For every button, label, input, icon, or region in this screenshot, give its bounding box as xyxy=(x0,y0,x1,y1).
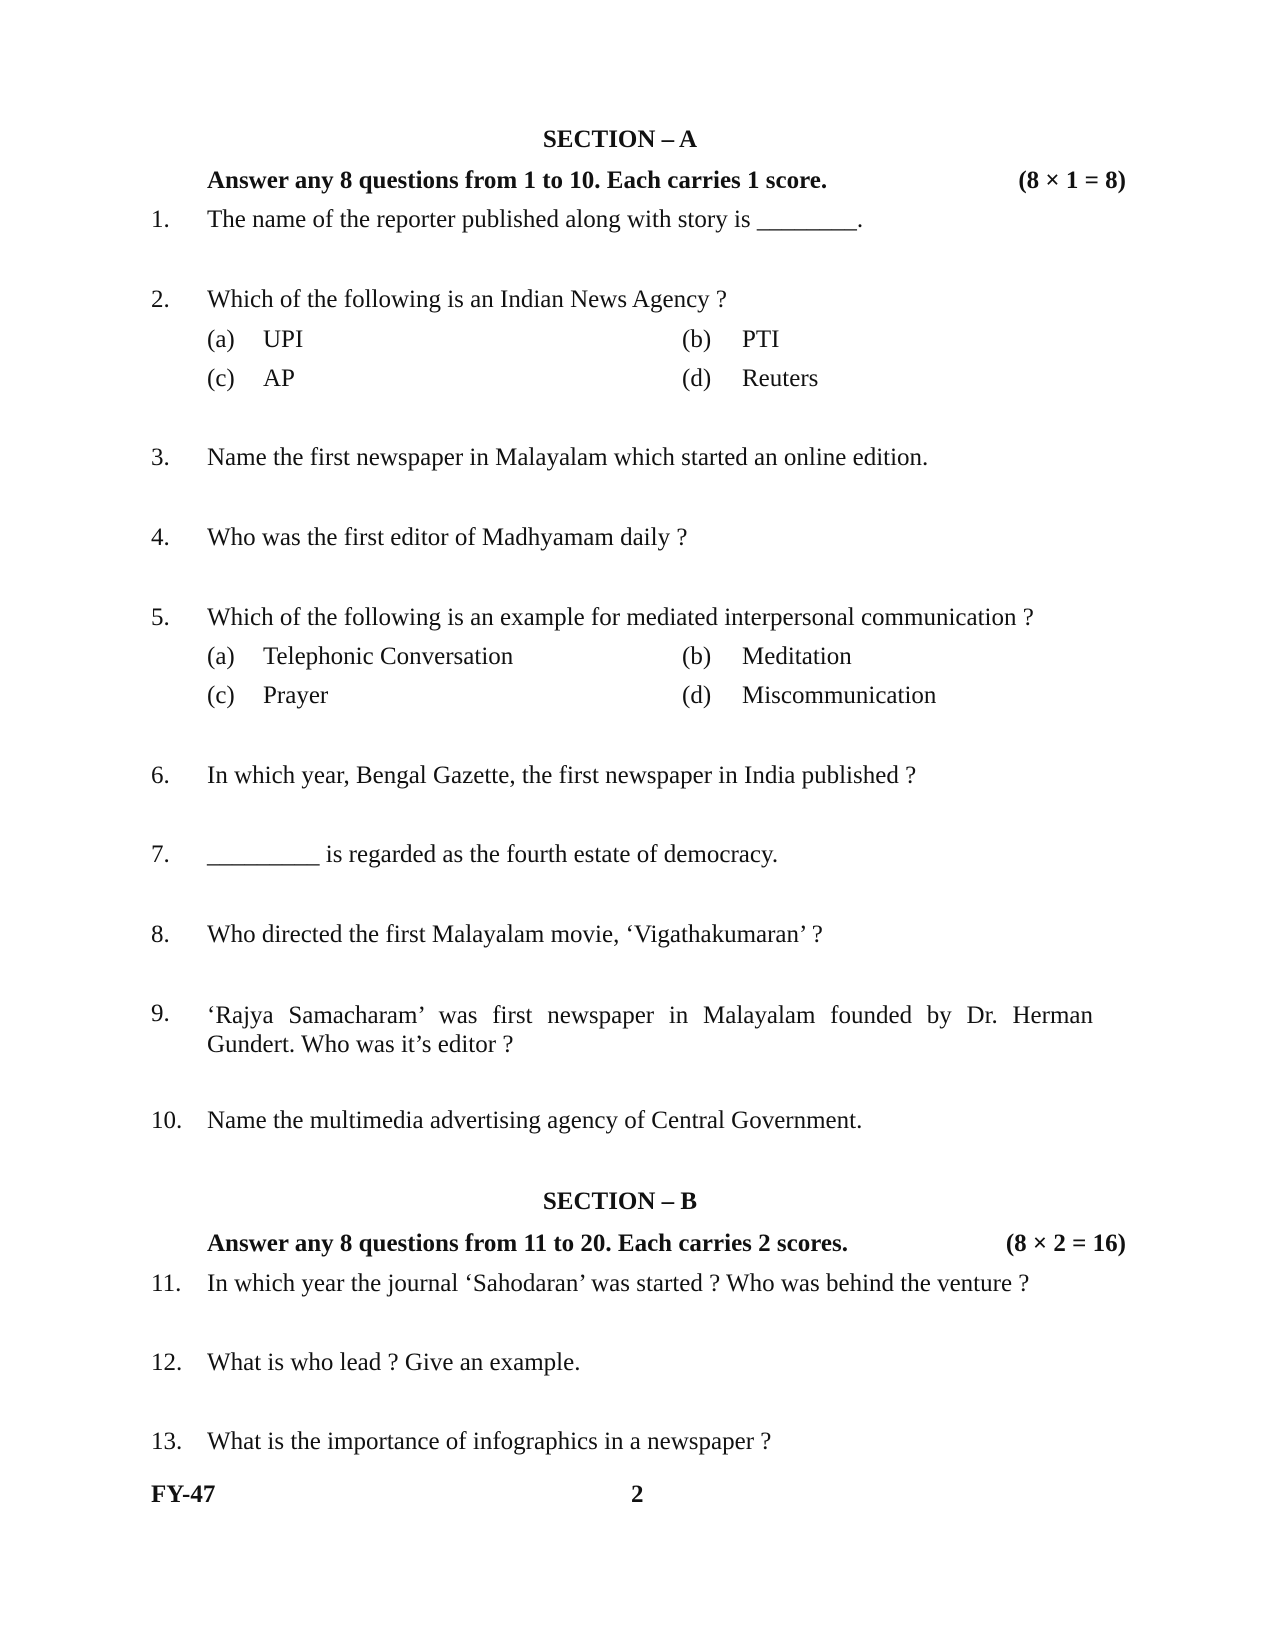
question-number: 8. xyxy=(151,921,170,948)
question-text: In which year, Bengal Gazette, the first newspaper in India published ? xyxy=(207,762,917,789)
question-text: _________ is regarded as the fourth estate of democracy. xyxy=(207,841,779,868)
option-label: (c) xyxy=(207,365,235,392)
option-text: UPI xyxy=(263,326,304,353)
question-number: 3. xyxy=(151,444,170,471)
option-label: (b) xyxy=(682,326,712,353)
question-number: 11. xyxy=(151,1270,182,1297)
question-text: What is who lead ? Give an example. xyxy=(207,1349,581,1376)
section-b-title: SECTION – B xyxy=(542,1188,698,1215)
question-text: Name the multimedia advertising agency of Central Government. xyxy=(207,1107,863,1134)
question-number: 4. xyxy=(151,524,170,551)
option-label: (d) xyxy=(682,682,712,709)
question-text: The name of the reporter published along with story is ________. xyxy=(207,206,864,233)
option-text: Telephonic Conversation xyxy=(263,643,514,670)
option-text: Miscommunication xyxy=(742,682,937,709)
section-a-instruction: Answer any 8 questions from 1 to 10. Each carries 1 score. xyxy=(207,167,828,194)
page-number: 2 xyxy=(631,1481,644,1508)
option-text: Reuters xyxy=(742,365,819,392)
question-text: Name the first newspaper in Malayalam which started an online edition. xyxy=(207,444,929,471)
question-text: Who directed the first Malayalam movie, ‘Vigathakumaran’ ? xyxy=(207,921,823,948)
question-number: 1. xyxy=(151,206,170,233)
question-number: 12. xyxy=(151,1349,183,1376)
option-label: (b) xyxy=(682,643,712,670)
question-text: Who was the first editor of Madhyamam daily ? xyxy=(207,524,688,551)
question-number: 2. xyxy=(151,286,170,313)
question-text: ‘Rajya Samacharam’ was first newspaper in Malayalam founded by Dr. Herman Gundert. Who was it’s editor ? xyxy=(207,1002,1093,1058)
question-number: 5. xyxy=(151,604,170,631)
section-b-instruction: Answer any 8 questions from 11 to 20. Each carries 2 scores. xyxy=(207,1230,848,1257)
question-number: 7. xyxy=(151,841,170,868)
question-text: In which year the journal ‘Sahodaran’ was started ? Who was behind the venture ? xyxy=(207,1270,1030,1297)
option-text: Prayer xyxy=(263,682,329,709)
question-text: Which of the following is an example for mediated interpersonal communication ? xyxy=(207,604,1034,631)
option-label: (a) xyxy=(207,326,235,353)
option-text: Meditation xyxy=(742,643,852,670)
option-text: AP xyxy=(263,365,295,392)
question-number: 9. xyxy=(151,1000,170,1027)
footer-code: FY-47 xyxy=(151,1481,216,1508)
option-text: PTI xyxy=(742,326,780,353)
question-number: 10. xyxy=(151,1107,183,1134)
question-number: 6. xyxy=(151,762,170,789)
section-b-marks: (8 × 2 = 16) xyxy=(1005,1230,1126,1257)
option-label: (c) xyxy=(207,682,235,709)
section-a-marks: (8 × 1 = 8) xyxy=(1018,167,1126,194)
option-label: (d) xyxy=(682,365,712,392)
question-number: 13. xyxy=(151,1428,183,1455)
question-text: Which of the following is an Indian News Agency ? xyxy=(207,286,728,313)
section-a-title: SECTION – A xyxy=(542,126,698,153)
question-text: What is the importance of infographics in a newspaper ? xyxy=(207,1428,772,1455)
option-label: (a) xyxy=(207,643,235,670)
